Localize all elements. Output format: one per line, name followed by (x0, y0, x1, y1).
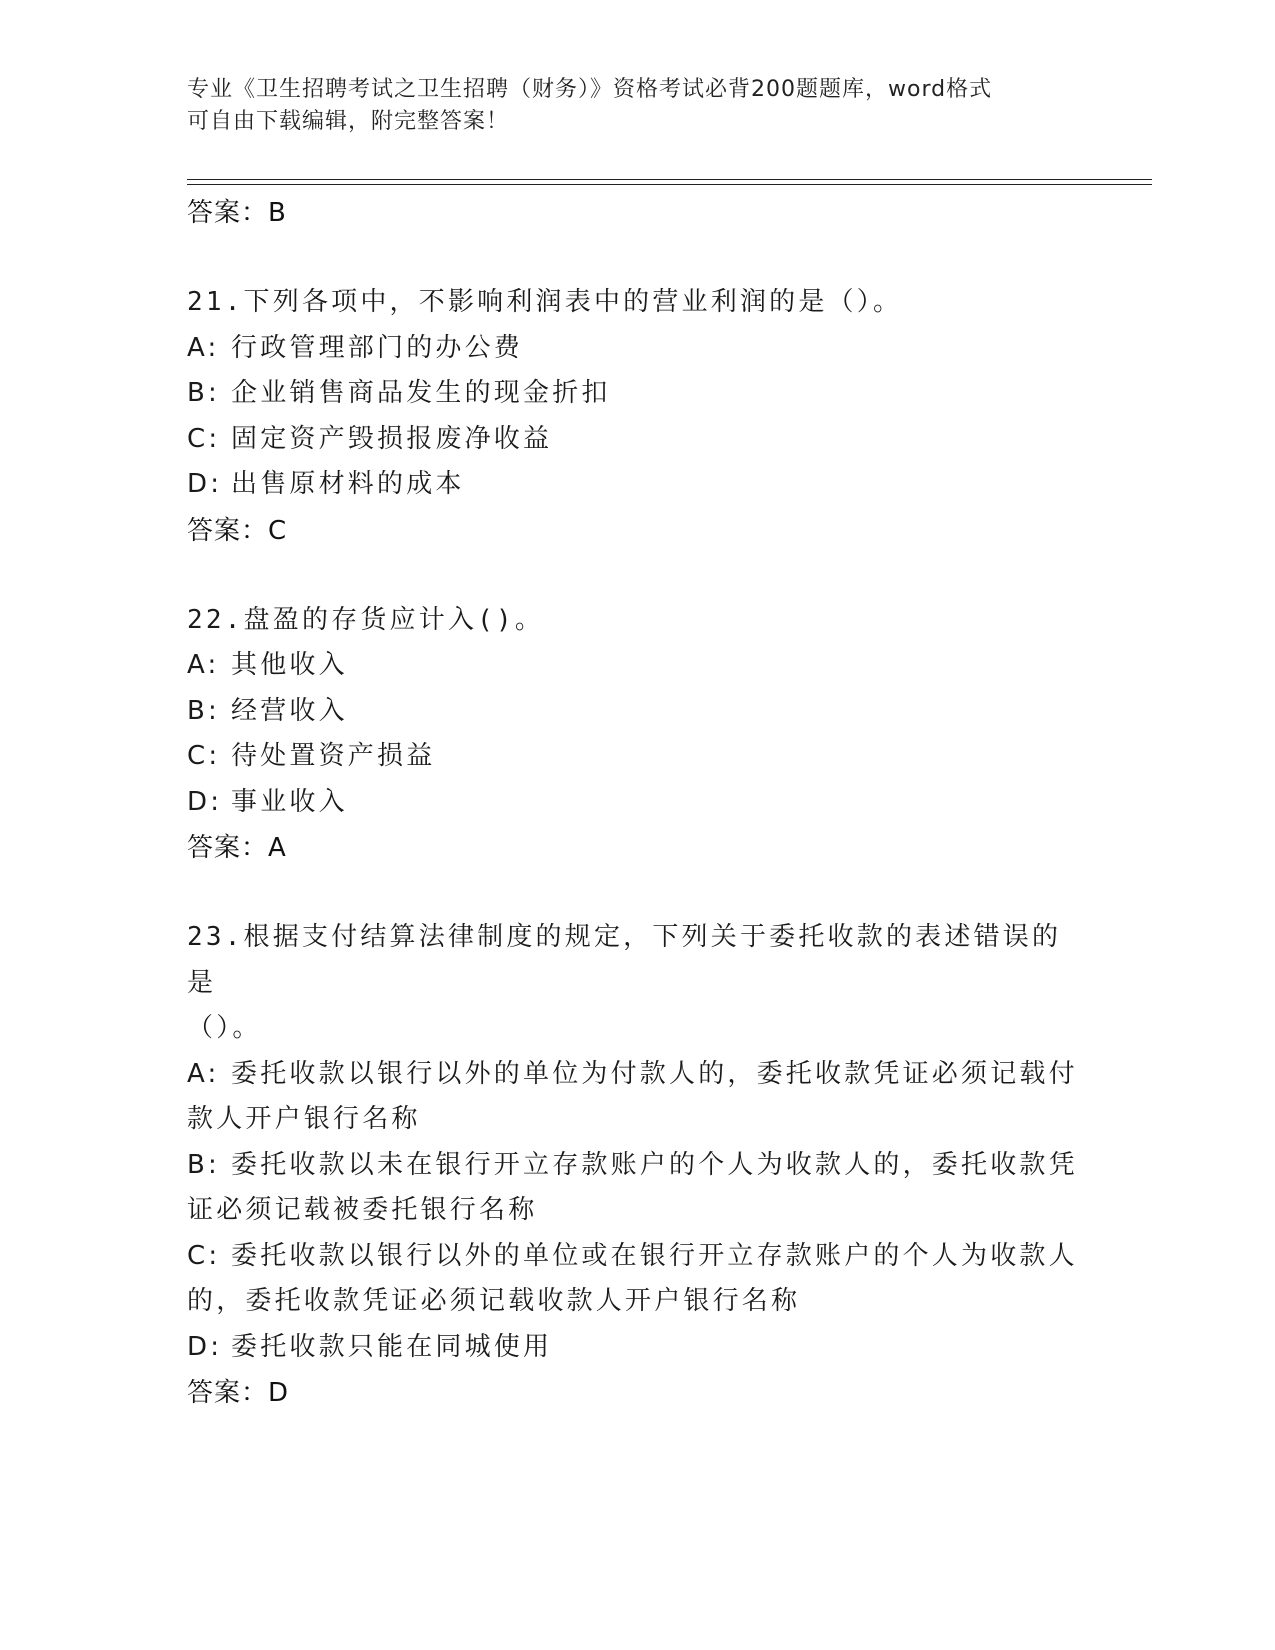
option-d (187, 1325, 1087, 1371)
question-text-line: 23.根据支付结算法律制度的规定，下列关于委托收款的表述错误的是 (187, 922, 1062, 998)
option-a (187, 326, 1087, 372)
option-letter: C: (187, 741, 221, 771)
header-rule-top (187, 179, 1152, 180)
option-b (187, 689, 1087, 735)
header-rule-bottom (187, 184, 1152, 185)
option-text-continued: 的，委托收款凭证必须记载收款人开户银行名称 (187, 1286, 801, 1316)
option-text: 委托收款以银行以外的单位或在银行开立存款账户的个人为收款人 (231, 1240, 1078, 1271)
question-text-line: 21.下列各项中，不影响利润表中的营业利润的是（）。 (187, 287, 903, 317)
option-text: 委托收款以银行以外的单位为付款人的，委托收款凭证必须记载付 (231, 1058, 1078, 1089)
option-letter: A: (187, 650, 220, 680)
question-text (187, 598, 1087, 644)
option-d (187, 462, 1087, 508)
option-letter: A: (187, 1058, 220, 1089)
question-21 (187, 280, 1087, 554)
option-text: 出售原材料的成本 (231, 469, 465, 499)
question-text (187, 280, 1087, 326)
option-letter: D: (187, 469, 223, 499)
option-letter: A: (187, 332, 220, 363)
option-letter: D: (187, 1331, 223, 1362)
option-text: 行政管理部门的办公费 (231, 332, 524, 363)
option-letter: C: (187, 423, 221, 454)
option-letter: B: (187, 695, 220, 726)
option-b (187, 1143, 1087, 1234)
document-body (187, 190, 1087, 1416)
header-line-1: 专业《卫生招聘考试之卫生招聘（财务）》资格考试必背200题题库，word格式 (187, 77, 993, 102)
question-text (187, 915, 1087, 1052)
option-text: 委托收款只能在同城使用 (231, 1331, 553, 1362)
question-22 (187, 598, 1087, 872)
option-c (187, 417, 1087, 463)
option-text: 待处置资产损益 (231, 741, 436, 771)
question-23 (187, 915, 1087, 1416)
option-b (187, 371, 1087, 417)
option-a (187, 643, 1087, 689)
option-text: 企业销售商品发生的现金折扣 (231, 378, 611, 408)
option-letter: C: (187, 1240, 221, 1271)
answer: 答案：D (187, 1378, 290, 1408)
option-a (187, 1052, 1087, 1143)
option-text: 固定资产毁损报废净收益 (231, 423, 553, 454)
question-text-line: （）。 (187, 1013, 262, 1043)
option-c (187, 734, 1087, 780)
option-text-continued: 证必须记载被委托银行名称 (187, 1195, 538, 1225)
answer: 答案：C (187, 515, 288, 546)
option-d (187, 780, 1087, 826)
option-text: 事业收入 (231, 786, 348, 817)
option-c (187, 1234, 1087, 1325)
option-letter: B: (187, 378, 220, 408)
option-text: 委托收款以未在银行开立存款账户的个人为收款人的，委托收款凭 (231, 1149, 1078, 1180)
option-text: 经营收入 (231, 695, 348, 726)
answer: 答案：A (187, 833, 287, 863)
answer-previous: 答案：B (187, 198, 287, 228)
option-text-continued: 款人开户银行名称 (187, 1104, 421, 1134)
header-line-2: 可自由下载编辑，附完整答案！ (187, 109, 510, 134)
option-text: 其他收入 (231, 650, 348, 680)
question-text-line: 22.盘盈的存货应计入()。 (187, 604, 545, 635)
page-header (187, 74, 1067, 138)
option-letter: D: (187, 786, 223, 817)
option-letter: B: (187, 1149, 220, 1180)
